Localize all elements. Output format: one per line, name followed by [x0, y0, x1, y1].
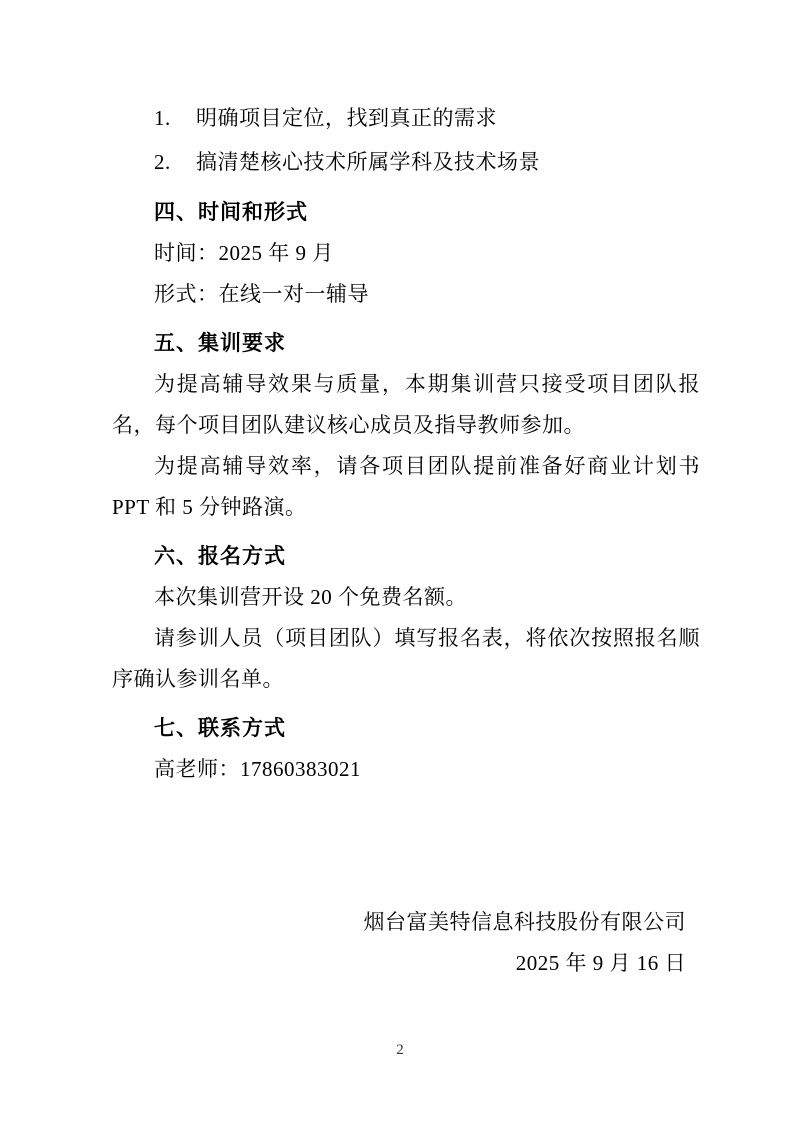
- signature-date: 2025 年 9 月 16 日: [515, 951, 686, 975]
- numbered-item-2: [112, 140, 700, 184]
- section-heading-6: 六、报名方式: [154, 545, 286, 568]
- document-content: [112, 96, 700, 984]
- paragraph-registration: 请参训人员（项目团队）填写报名表，将依次按照报名顺序确认参训名单。: [112, 626, 700, 691]
- paragraph-contact: 高老师：17860383021: [154, 757, 361, 781]
- page-number: 2: [396, 1042, 404, 1058]
- paragraph-requirement-2: 为提高辅导效率，请各项目团队提前准备好商业计划书 PPT 和 5 分钟路演。: [112, 454, 700, 519]
- signature-company: 烟台富美特信息科技股份有限公司: [363, 910, 686, 934]
- item-1-marker: 1.: [154, 106, 171, 130]
- section-heading-4: 四、时间和形式: [154, 201, 308, 224]
- paragraph-format: 形式：在线一对一辅导: [154, 282, 369, 306]
- paragraph-requirement-1: 为提高辅导效果与质量，本期集训营只接受项目团队报名，每个项目团队建议核心成员及指导教师参加。: [112, 372, 700, 437]
- paragraph-time: 时间：2025 年 9 月: [154, 241, 334, 265]
- section-heading-5: 五、集训要求: [154, 332, 286, 355]
- signature-block: [112, 902, 700, 984]
- numbered-item-1: [112, 96, 700, 140]
- item-1-text: 明确项目定位，找到真正的需求: [196, 106, 497, 130]
- section-heading-7: 七、联系方式: [154, 717, 286, 740]
- paragraph-quota: 本次集训营开设 20 个免费名额。: [154, 585, 467, 609]
- item-2-marker: 2.: [154, 150, 171, 174]
- item-2-text: 搞清楚核心技术所属学科及技术场景: [196, 150, 540, 174]
